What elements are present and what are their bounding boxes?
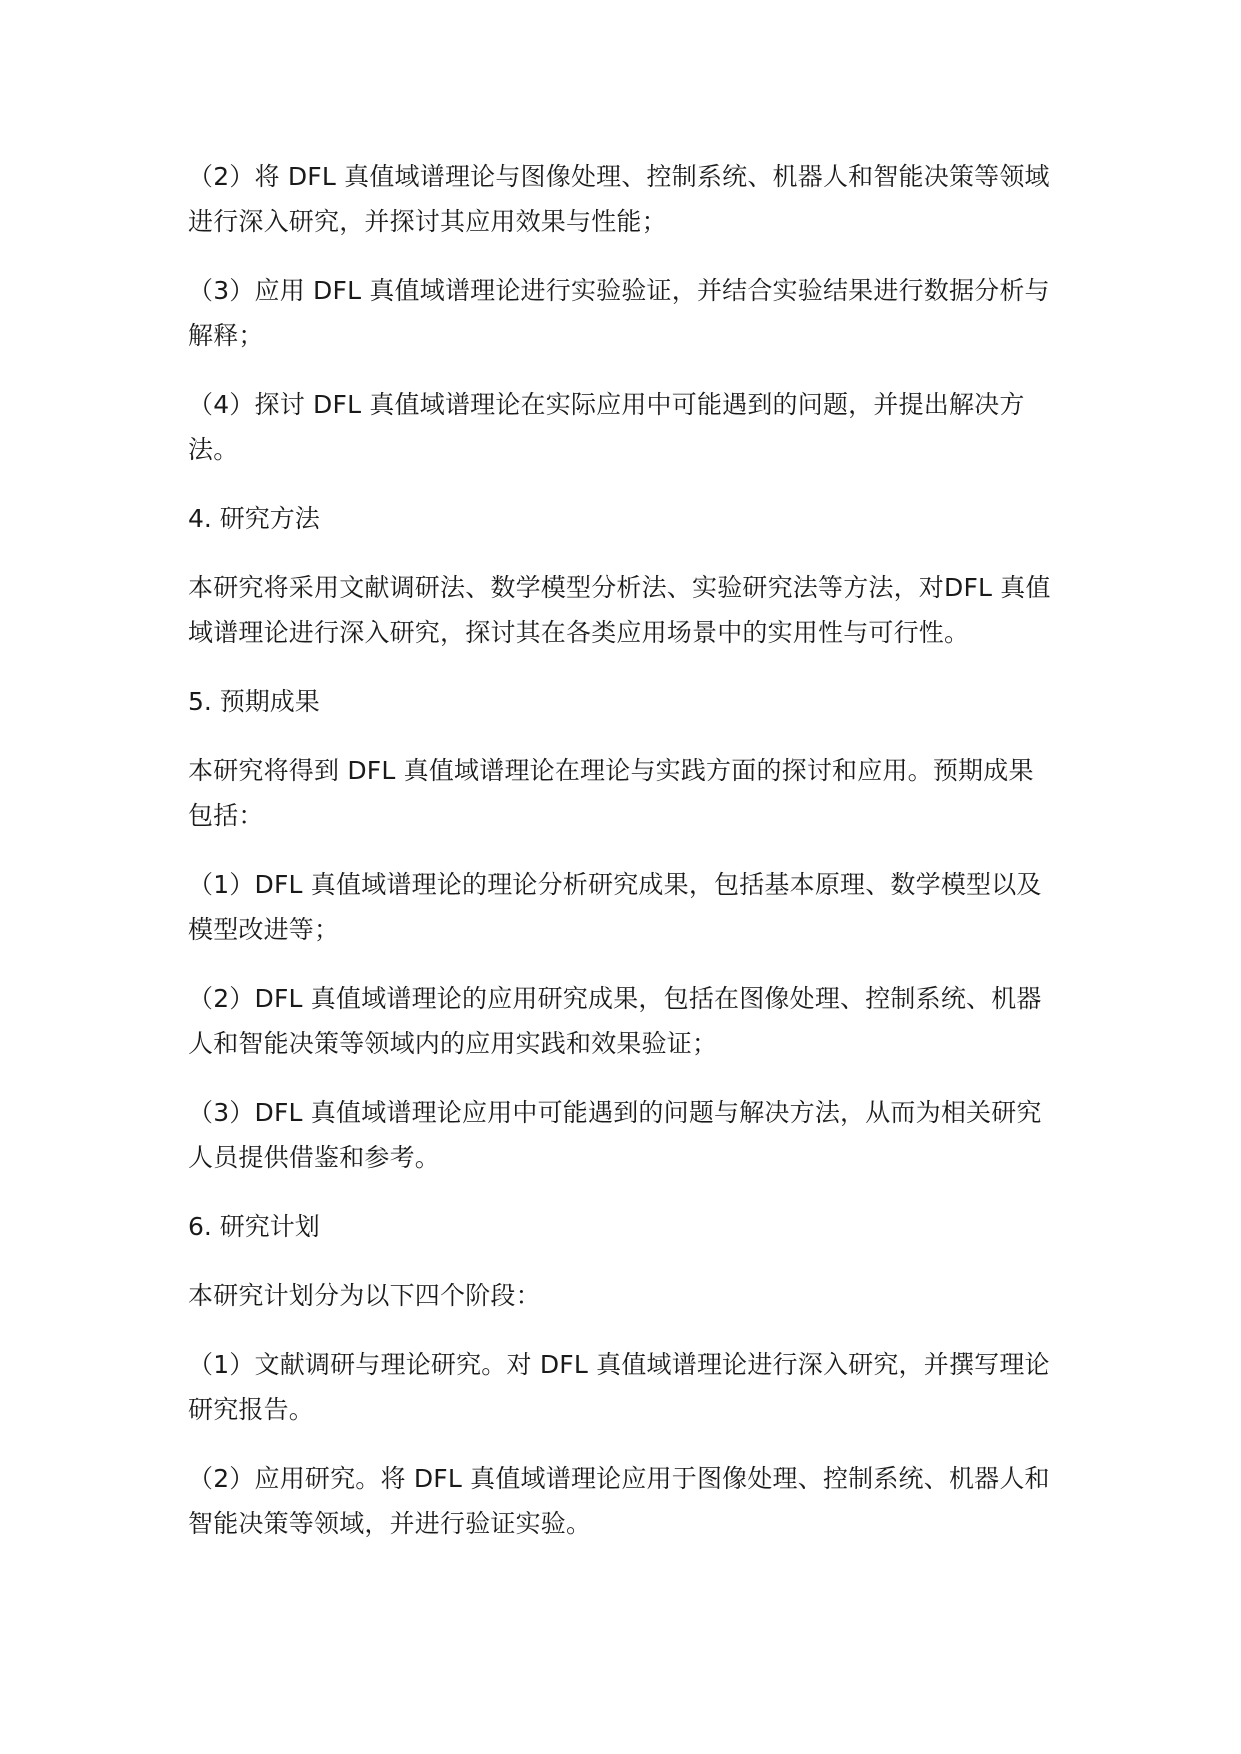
list-item-2-application-research: （2）将 DFL 真值域谱理论与图像处理、控制系统、机器人和智能决策等领域进行深入研究，并探讨其应用效果与性能； [188,162,1050,236]
paragraph-research-plan-intro: 本研究计划分为以下四个阶段： [188,1281,541,1310]
document-body [188,154,1053,1570]
section-heading-research-plan: 6. 研究计划 [188,1212,320,1241]
section-heading-expected-results: 5. 预期成果 [188,687,320,716]
list-item-4-problems-solutions: （4）探讨 DFL 真值域谱理论在实际应用中可能遇到的问题，并提出解决方法。 [188,390,1025,464]
paragraph-research-methods: 本研究将采用文献调研法、数学模型分析法、实验研究法等方法，对DFL 真值域谱理论进行深入研究，探讨其在各类应用场景中的实用性与可行性。 [188,573,1051,647]
list-item-3-problem-results: （3）DFL 真值域谱理论应用中可能遇到的问题与解决方法，从而为相关研究人员提供借鉴和参考。 [188,1098,1042,1172]
section-heading-research-methods: 4. 研究方法 [188,504,320,533]
list-item-2-application-study: （2）应用研究。将 DFL 真值域谱理论应用于图像处理、控制系统、机器人和智能决策等领域，并进行验证实验。 [188,1464,1050,1538]
list-item-3-experimental-validation: （3）应用 DFL 真值域谱理论进行实验验证，并结合实验结果进行数据分析与解释； [188,276,1050,350]
list-item-2-application-results: （2）DFL 真值域谱理论的应用研究成果，包括在图像处理、控制系统、机器人和智能决策等领域内的应用实践和效果验证； [188,984,1042,1058]
list-item-1-literature-review: （1）文献调研与理论研究。对 DFL 真值域谱理论进行深入研究，并撰写理论研究报告。 [188,1350,1050,1424]
list-item-1-theoretical-results: （1）DFL 真值域谱理论的理论分析研究成果，包括基本原理、数学模型以及模型改进等； [188,870,1042,944]
paragraph-expected-results-intro: 本研究将得到 DFL 真值域谱理论在理论与实践方面的探讨和应用。预期成果包括： [188,756,1034,830]
